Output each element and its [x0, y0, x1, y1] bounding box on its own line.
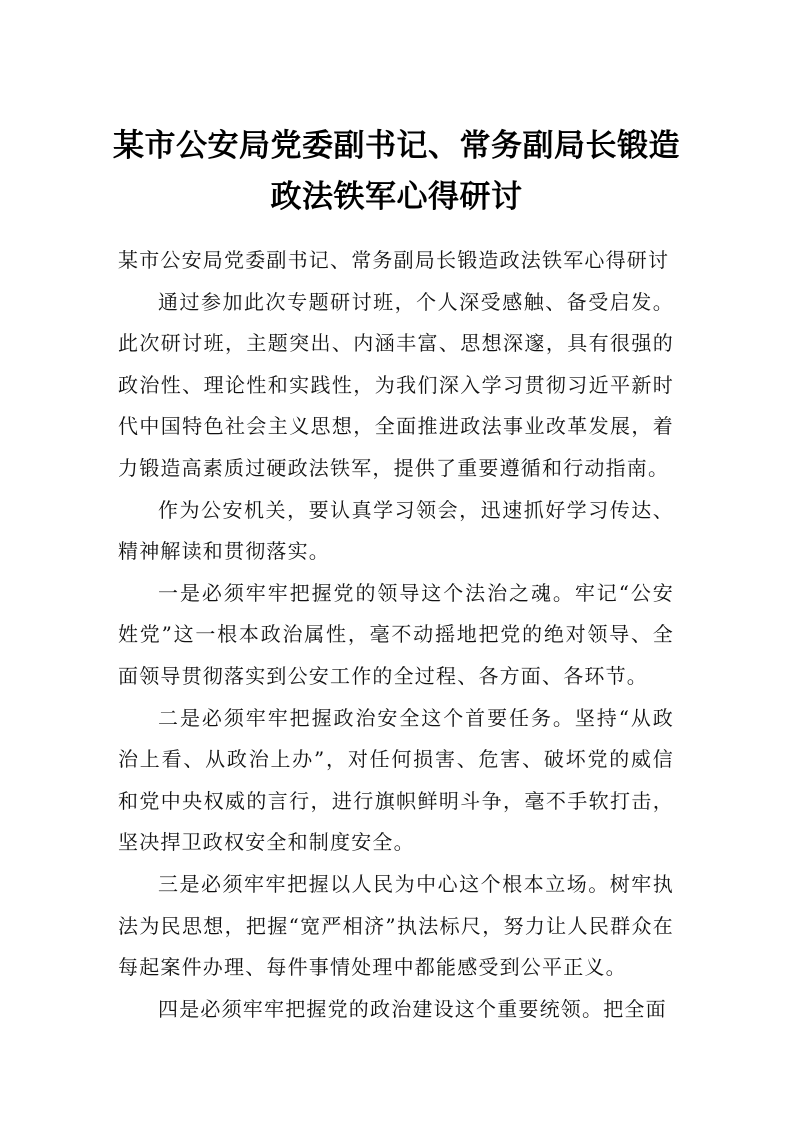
- paragraph-intro: 通过参加此次专题研讨班，个人深受感触、备受启发。此次研讨班，主题突出、内涵丰富、思想深邃，具有很强的政治性、理论性和实践性，为我们深入学习贯彻习近平新时代中国特色社会主义思想，全面推进政法事业改革发展，着力锻造高素质过硬政法铁军，提供了重要遵循和行动指南。: [118, 289, 674, 480]
- paragraph-point-one: 一是必须牢牢把握党的领导这个法治之魂。牢记“公安姓党”这一根本政治属性，毫不动摇地把党的绝对领导、全面领导贯彻落实到公安工作的全过程、各方面、各环节。: [118, 580, 674, 688]
- paragraph-requirement: 作为公安机关，要认真学习领会，迅速抓好学习传达、精神解读和贯彻落实。: [118, 497, 674, 564]
- paragraph-point-three: 三是必须牢牢把握以人民为中心这个根本立场。树牢执法为民思想，把握“宽严相济”执法标尺，努力让人民群众在每起案件办理、每件事情处理中都能感受到公平正义。: [118, 871, 674, 980]
- paragraph-point-four: 四是必须牢牢把握党的政治建设这个重要统领。把全面: [158, 996, 667, 1021]
- paragraph-point-two: 二是必须牢牢把握政治安全这个首要任务。坚持“从政治上看、从政治上办”，对任何损害、危害、破坏党的威信和党中央权威的言行，进行旗帜鲜明斗争，毫不手软打击，坚决捍卫政权安全和制度安全。: [118, 705, 674, 855]
- document-title: 某市公安局党委副书记、常务副局长锻造政法铁军心得研讨: [113, 128, 680, 215]
- document-body: [118, 240, 674, 1030]
- paragraph-heading-repeat: 某市公安局党委副书记、常务副局长锻造政法铁军心得研讨: [118, 248, 670, 272]
